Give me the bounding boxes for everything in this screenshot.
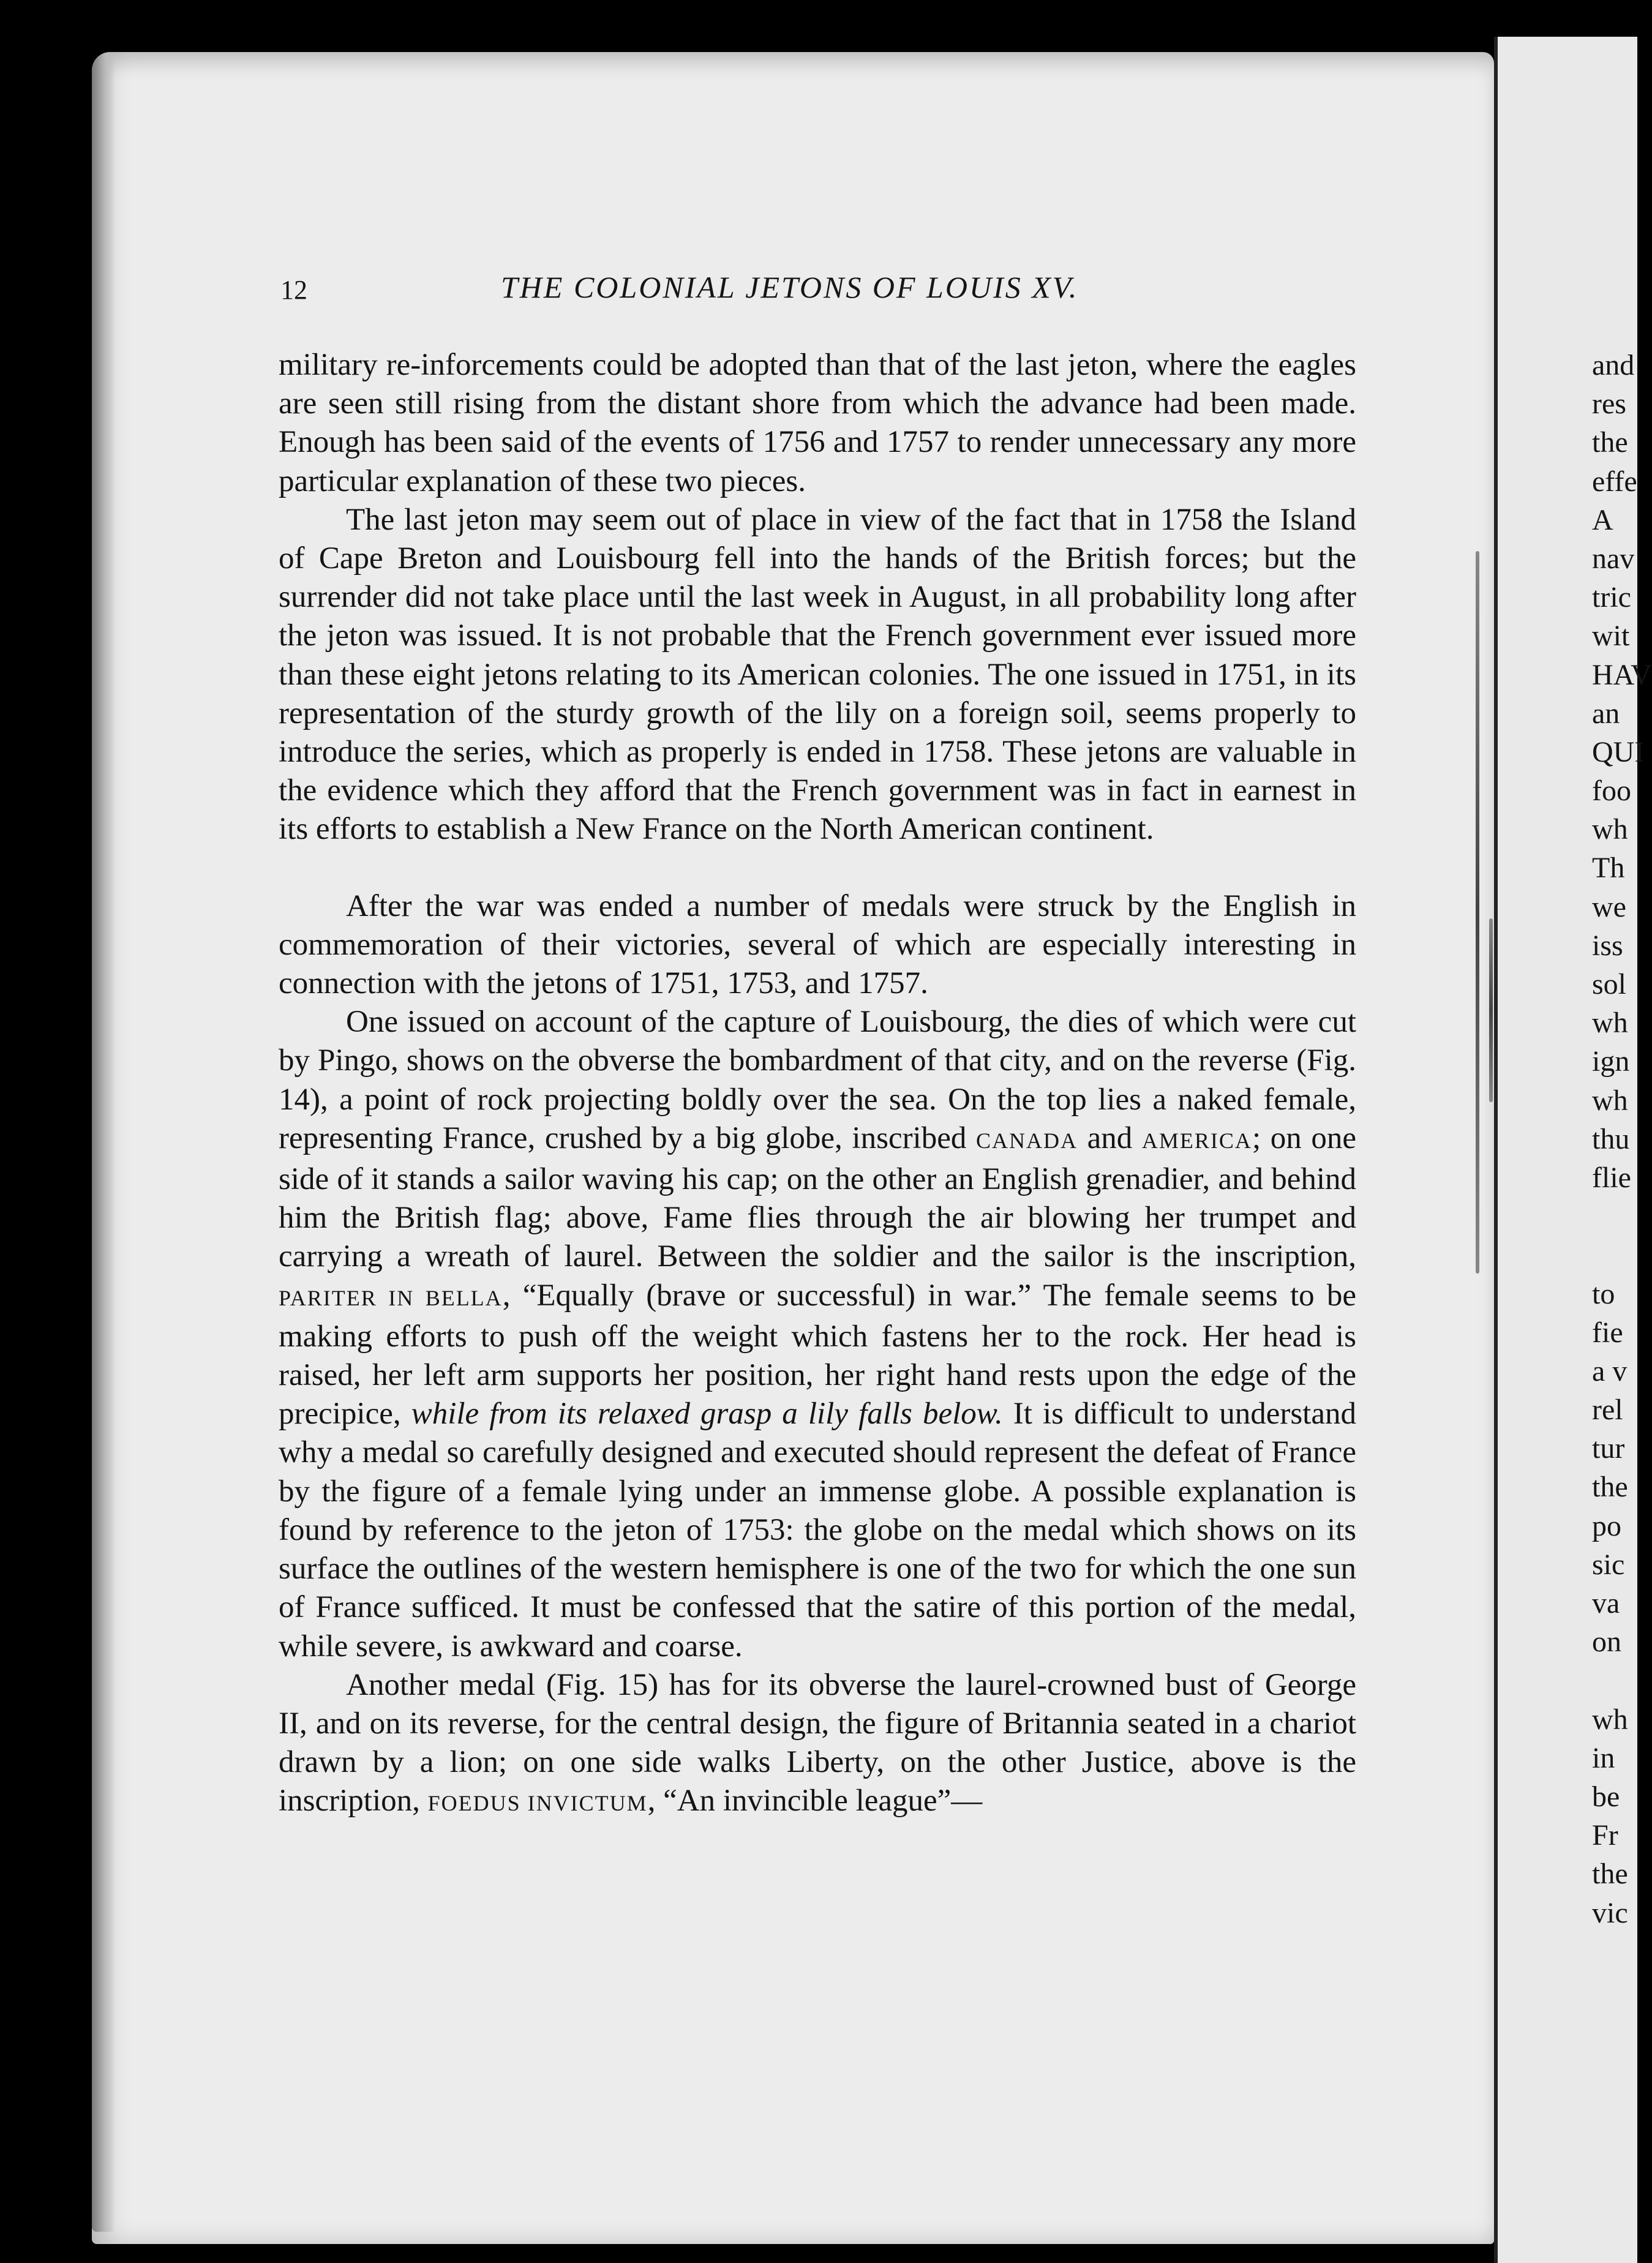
inscription-america: AMERICA [1141,1128,1252,1153]
paragraph-3: After the war was ended a number of medals were struck by the English in commemoration of their victories, several of which are especially interesting in connection with the jetons of 1751, 1753, and 1757. [279,888,1356,1001]
page-header-title: THE COLONIAL JETONS OF LOUIS XV. [501,270,1079,304]
facing-page-text [1592,346,1652,1932]
facing-page-line: wh [1592,1007,1628,1040]
facing-page-line: in [1592,1741,1615,1774]
facing-page-line: wh [1592,813,1628,846]
facing-page-line: we [1592,890,1626,923]
paragraph-5-text-b: , “An invincible league”— [647,1784,983,1818]
facing-page-line: sol [1592,968,1627,1000]
facing-page-line: wh [1592,1084,1628,1117]
paragraph-4-text-c: ; on one side of it stands a sailor waving his cap; on the other an English grenadier, and behind him the British flag; above, Fame flies through the air blowing her trumpet and carrying a wreath of laurel. Between the soldier and the sailor is the inscription, [279,1120,1356,1274]
facing-page-line: thu [1592,1122,1630,1155]
body-text [279,346,1356,1823]
facing-page-line: fie [1592,1316,1623,1349]
inscription-foedus-invictum: FOEDUS INVICTUM [427,1791,648,1816]
facing-page-line [1592,1236,1634,1274]
facing-page-line: to [1592,1277,1615,1310]
page-edge-shadow [92,52,115,2232]
binding-thread-secondary [1489,918,1493,1102]
facing-page-line [1592,1197,1634,1236]
paragraph-5 [279,1666,1356,1823]
facing-page-line: A [1592,503,1613,536]
facing-page-line: on [1592,1626,1621,1659]
facing-page-line: va [1592,1587,1620,1619]
paragraph-4-text-b: and [1078,1120,1142,1155]
paragraph-2: The last jeton may seem out of place in view of the fact that in 1758 the Island of Cape Breton and Louisbourg fell into the hands of the British forces; but the surrender did not take place until the last week in August, in all probability long after the jeton was issued. It is not probable that the French government ever issued more than these eight jetons relating to its American colonies. The one issued in 1751, in its representation of the sturdy growth of the lily on a foreign soil, seems properly to introduce the series, which as properly is ended in 1758. These jetons are valuable in the evidence which they afford that the French government was in fact in earnest in its efforts to establish a New France on the North American continent. [279,502,1356,847]
facing-page-line: Fr [1592,1819,1618,1852]
facing-page-line: wit [1592,620,1630,653]
facing-page-line: iss [1592,929,1623,962]
facing-page-line: HAV [1592,658,1652,691]
facing-page-line [1592,1661,1634,1700]
facing-page-line: an [1592,697,1620,730]
paragraph-4 [279,1003,1356,1665]
paragraph-4-text-d: , “Equally (brave or successful) in war.” The female seems to be making efforts to push off the weight which fastens her to the rock. Her head is raised, her left arm supports her position, her right hand rests upon the edge of the precipice, [279,1278,1356,1432]
facing-page-line: vic [1592,1896,1628,1929]
facing-page-line: rel [1592,1394,1623,1427]
facing-page-line: tric [1592,581,1631,614]
facing-page-line: foo [1592,775,1631,808]
running-head [280,269,1358,312]
facing-page-line: flie [1592,1161,1631,1194]
facing-page-line: be [1592,1780,1620,1813]
inscription-canada: CANADA [976,1128,1078,1153]
facing-page-line: ign [1592,1045,1630,1078]
facing-page-line: wh [1592,1703,1628,1736]
facing-page-line: a v [1592,1354,1628,1387]
facing-page-line: effe [1592,465,1637,498]
facing-page-line: po [1592,1509,1621,1542]
paragraph-4-text-a: One issued on account of the capture of Louisbourg, the dies of which were cut by Pingo, shows on the obverse the bombardment of that city, and on the reverse (Fig. 14), a point of rock projecting boldly over the sea. On the top lies a naked female, representing France, crushed by a big globe, inscribed [279,1005,1356,1155]
facing-page-line: the [1592,426,1628,459]
paragraph-1: military re-inforcements could be adopted than that of the last jeton, where the eagles are seen still rising from the distant shore from which the advance had been made. Enough has been said of the events of 1756 and 1757 to render unnecessary any more particular explanation of these two pieces. [279,348,1356,498]
facing-page-line: sic [1592,1548,1625,1581]
facing-page-line: the [1592,1858,1628,1891]
facing-page-line: res [1592,388,1626,421]
paragraph-5-text-a: Another medal (Fig. 15) has for its obverse the laurel-crowned bust of George II, and on its reverse, for the central design, the figure of Britannia seated in a chariot drawn by a lion; on one side walks Liberty, on the other Justice, above is the inscription, [279,1667,1356,1818]
italic-lily-phrase: while from its relaxed grasp a lily falls below. [411,1397,1003,1432]
facing-page-line: nav [1592,542,1635,575]
facing-page-line: tur [1592,1432,1625,1465]
page-number: 12 [280,275,307,305]
paragraph-4-text-e: It is difficult to understand why a medal so carefully designed and executed should represent the defeat of France by the figure of a female lying under an immense globe. A possible explanation is found by reference to the jeton of 1753: the globe on the medal which shows on its surface the outlines of the western hemisphere is one of the two for which the one sun of France sufficed. It must be confessed that the satire of this portion of the medal, while severe, is awkward and coarse. [279,1397,1356,1664]
facing-page-line: the [1592,1471,1628,1504]
inscription-pariter-in-bella: PARITER IN BELLA [279,1285,503,1310]
facing-page-line: Th [1592,852,1625,885]
facing-page-line: QUI [1592,735,1645,768]
binding-thread [1476,551,1479,1274]
facing-page-line: and [1592,349,1635,381]
